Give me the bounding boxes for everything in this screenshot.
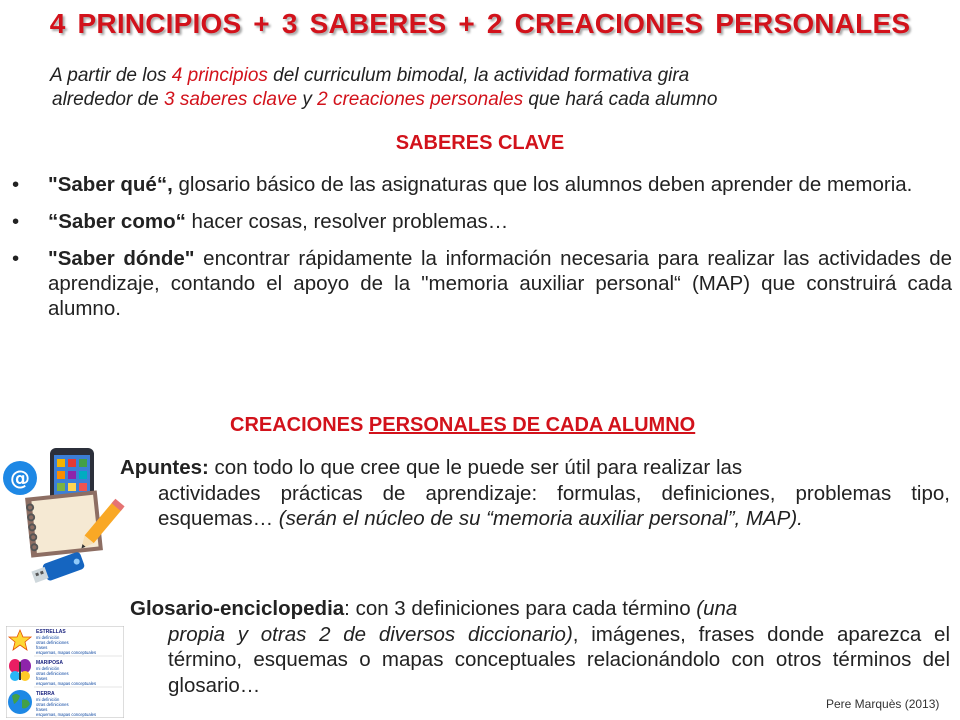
glosario-note: (una [696,597,738,620]
bullet-marker: • [12,247,20,270]
list-item [12,172,952,197]
creaciones-heading-b: PERSONALES DE CADA ALUMNO [368,414,696,436]
apuntes-term: Apuntes: [120,456,209,479]
at-sign-icon [3,461,37,495]
glossary-row-line: esquemas, mapas conceptuales [36,650,97,655]
glosario-term: Glosario-enciclopedia [130,597,345,620]
glossary-row-line: frases [36,707,48,712]
apuntes-illustration [2,446,132,586]
item-term: "Saber qué“, [48,173,173,196]
butterfly-icon [9,659,31,681]
intro-text-part: alrededor de [52,89,164,110]
intro-text [50,64,950,112]
intro-text-part: A partir de los [50,65,172,86]
apuntes-text: actividades prácticas de aprendizaje: formulas, definiciones, problemas tipo, esquemas… [158,481,950,530]
glosario-note: propia y otras 2 de diversos diccionario) [168,622,573,646]
notebook-icon [25,490,103,557]
creaciones-heading-a: CREACIONES [230,414,369,436]
intro-highlight: 4 principios [171,65,268,86]
list-item [12,209,952,234]
glossary-row-line: esquemas, mapas conceptuales [36,681,97,686]
glossary-card-illustration [6,626,124,718]
intro-highlight: 2 creaciones personales [317,89,524,110]
glossary-row-line: frases [36,676,48,681]
saberes-list [12,172,952,333]
glossary-row-line: otras definiciones [36,702,69,707]
intro-highlight: 3 saberes clave [163,89,298,110]
item-text: glosario básico de las asignaturas que los alumnos deben aprender de memoria. [172,173,913,196]
item-text: encontrar rápidamente la información necesaria para realizar las actividades de aprendizaje, contando el apoyo de la "memoria auxiliar personal“ (MAP) que construirá cada alumno. [48,247,953,320]
glossary-row-head: MARIPOSA [36,660,63,666]
intro-text-part: y [297,89,318,110]
list-item [12,246,952,321]
glossary-row-head: ESTRELLAS [36,629,66,635]
glossary-row-line: otras definiciones [36,640,69,645]
glossary-row-line: esquemas, mapas conceptuales [36,712,97,717]
page-title: 4 PRINCIPIOS + 3 SABERES + 2 CREACIONES PERSONALES [49,8,911,39]
saberes-heading: SABERES CLAVE [395,132,565,154]
apuntes-paragraph [120,455,950,532]
svg-text:@: @ [10,466,30,490]
author-credit: Pere Marquès (2013) [826,697,940,711]
glossary-row-line: otras definiciones [36,671,69,676]
glossary-row-line: mi definición [36,666,60,671]
bullet-marker: • [12,173,20,196]
glossary-row-line: mi definición [36,635,60,640]
item-term: "Saber dónde" [48,247,195,270]
intro-text-part: del curriculum bimodal, la actividad formativa gira [267,65,690,86]
creaciones-heading [230,414,850,437]
glosario-text: , imágenes, frases donde aparezca el término, esquemas o mapas conceptuales relacionándolo con otros términos del glosario… [168,622,951,697]
glosario-paragraph [130,596,950,698]
glossary-row-head: TIERRA [36,691,55,697]
glossary-row-line: mi definición [36,697,60,702]
glossary-row-line: frases [36,645,48,650]
apuntes-text: con todo lo que cree que le puede ser útil para realizar las [208,456,743,479]
bullet-marker: • [12,210,20,233]
apuntes-note: (serán el núcleo de su “memoria auxiliar personal”, MAP). [278,507,803,530]
item-term: “Saber como“ [48,210,186,233]
earth-icon [8,690,32,714]
intro-text-part: que hará cada alumno [523,89,718,110]
glosario-text: : con 3 definiciones para cada término [344,597,697,620]
item-text: hacer cosas, resolver problemas… [185,210,509,233]
